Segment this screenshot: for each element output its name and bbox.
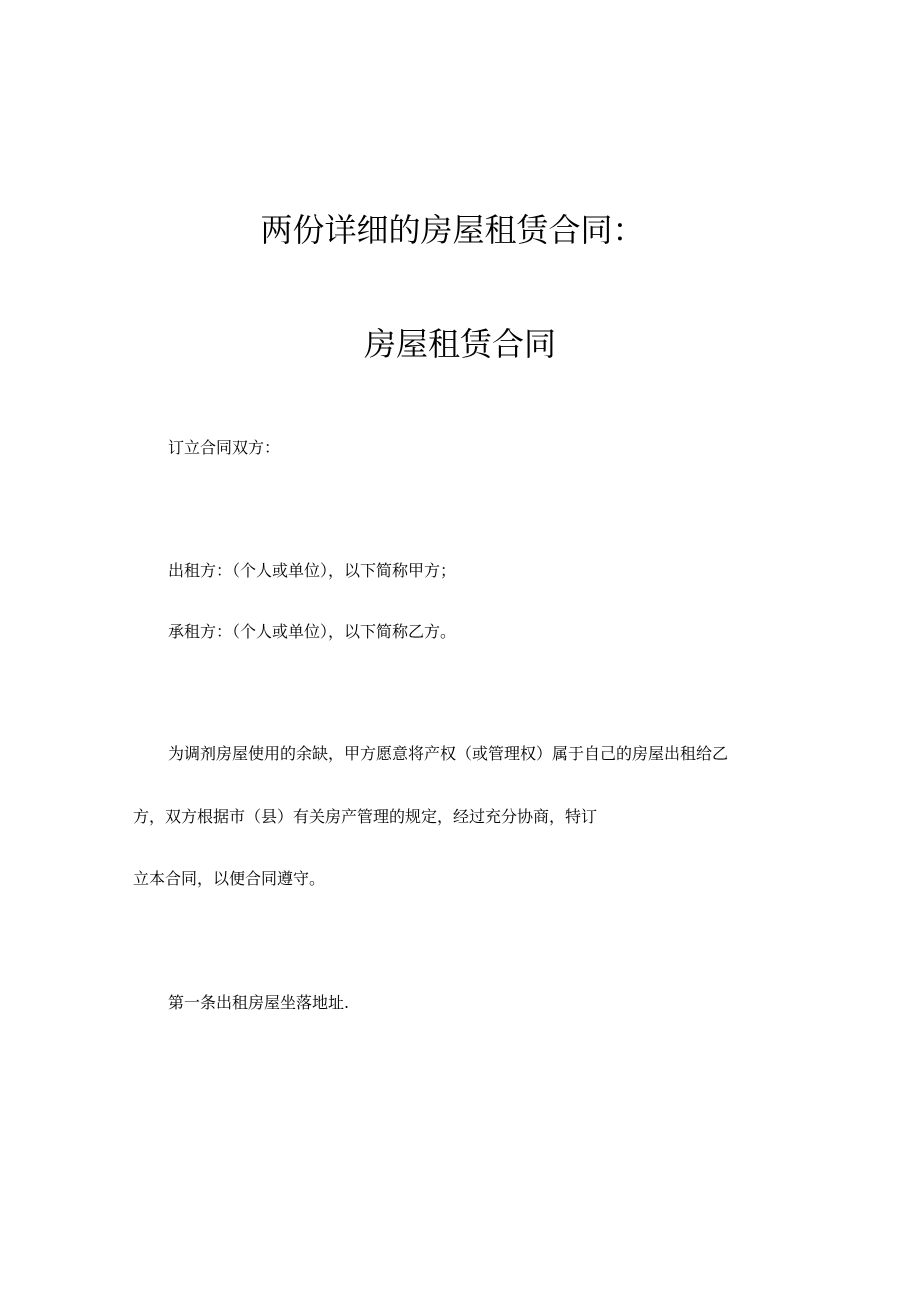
contract-title: 房屋租赁合同 xyxy=(363,325,556,363)
lessee-line: 承租方：（个人或单位），以下简称乙方。 xyxy=(168,622,457,641)
preamble-line-2: 方，双方根据市（县）有关房产管理的规定，经过充分协商，特订 xyxy=(133,807,598,826)
preamble-line-3: 立本合同，以便合同遵守。 xyxy=(133,869,326,888)
parties-intro: 订立合同双方： xyxy=(168,438,281,457)
preamble-line-1: 为调剂房屋使用的余缺，甲方愿意将产权（或管理权）属于自己的房屋出租给乙 xyxy=(168,744,729,763)
lessor-line: 出租方：（个人或单位），以下简称甲方； xyxy=(168,561,457,580)
document-title: 两份详细的房屋租赁合同： xyxy=(260,211,645,249)
article-1: 第一条出租房屋坐落地址. xyxy=(168,993,350,1012)
